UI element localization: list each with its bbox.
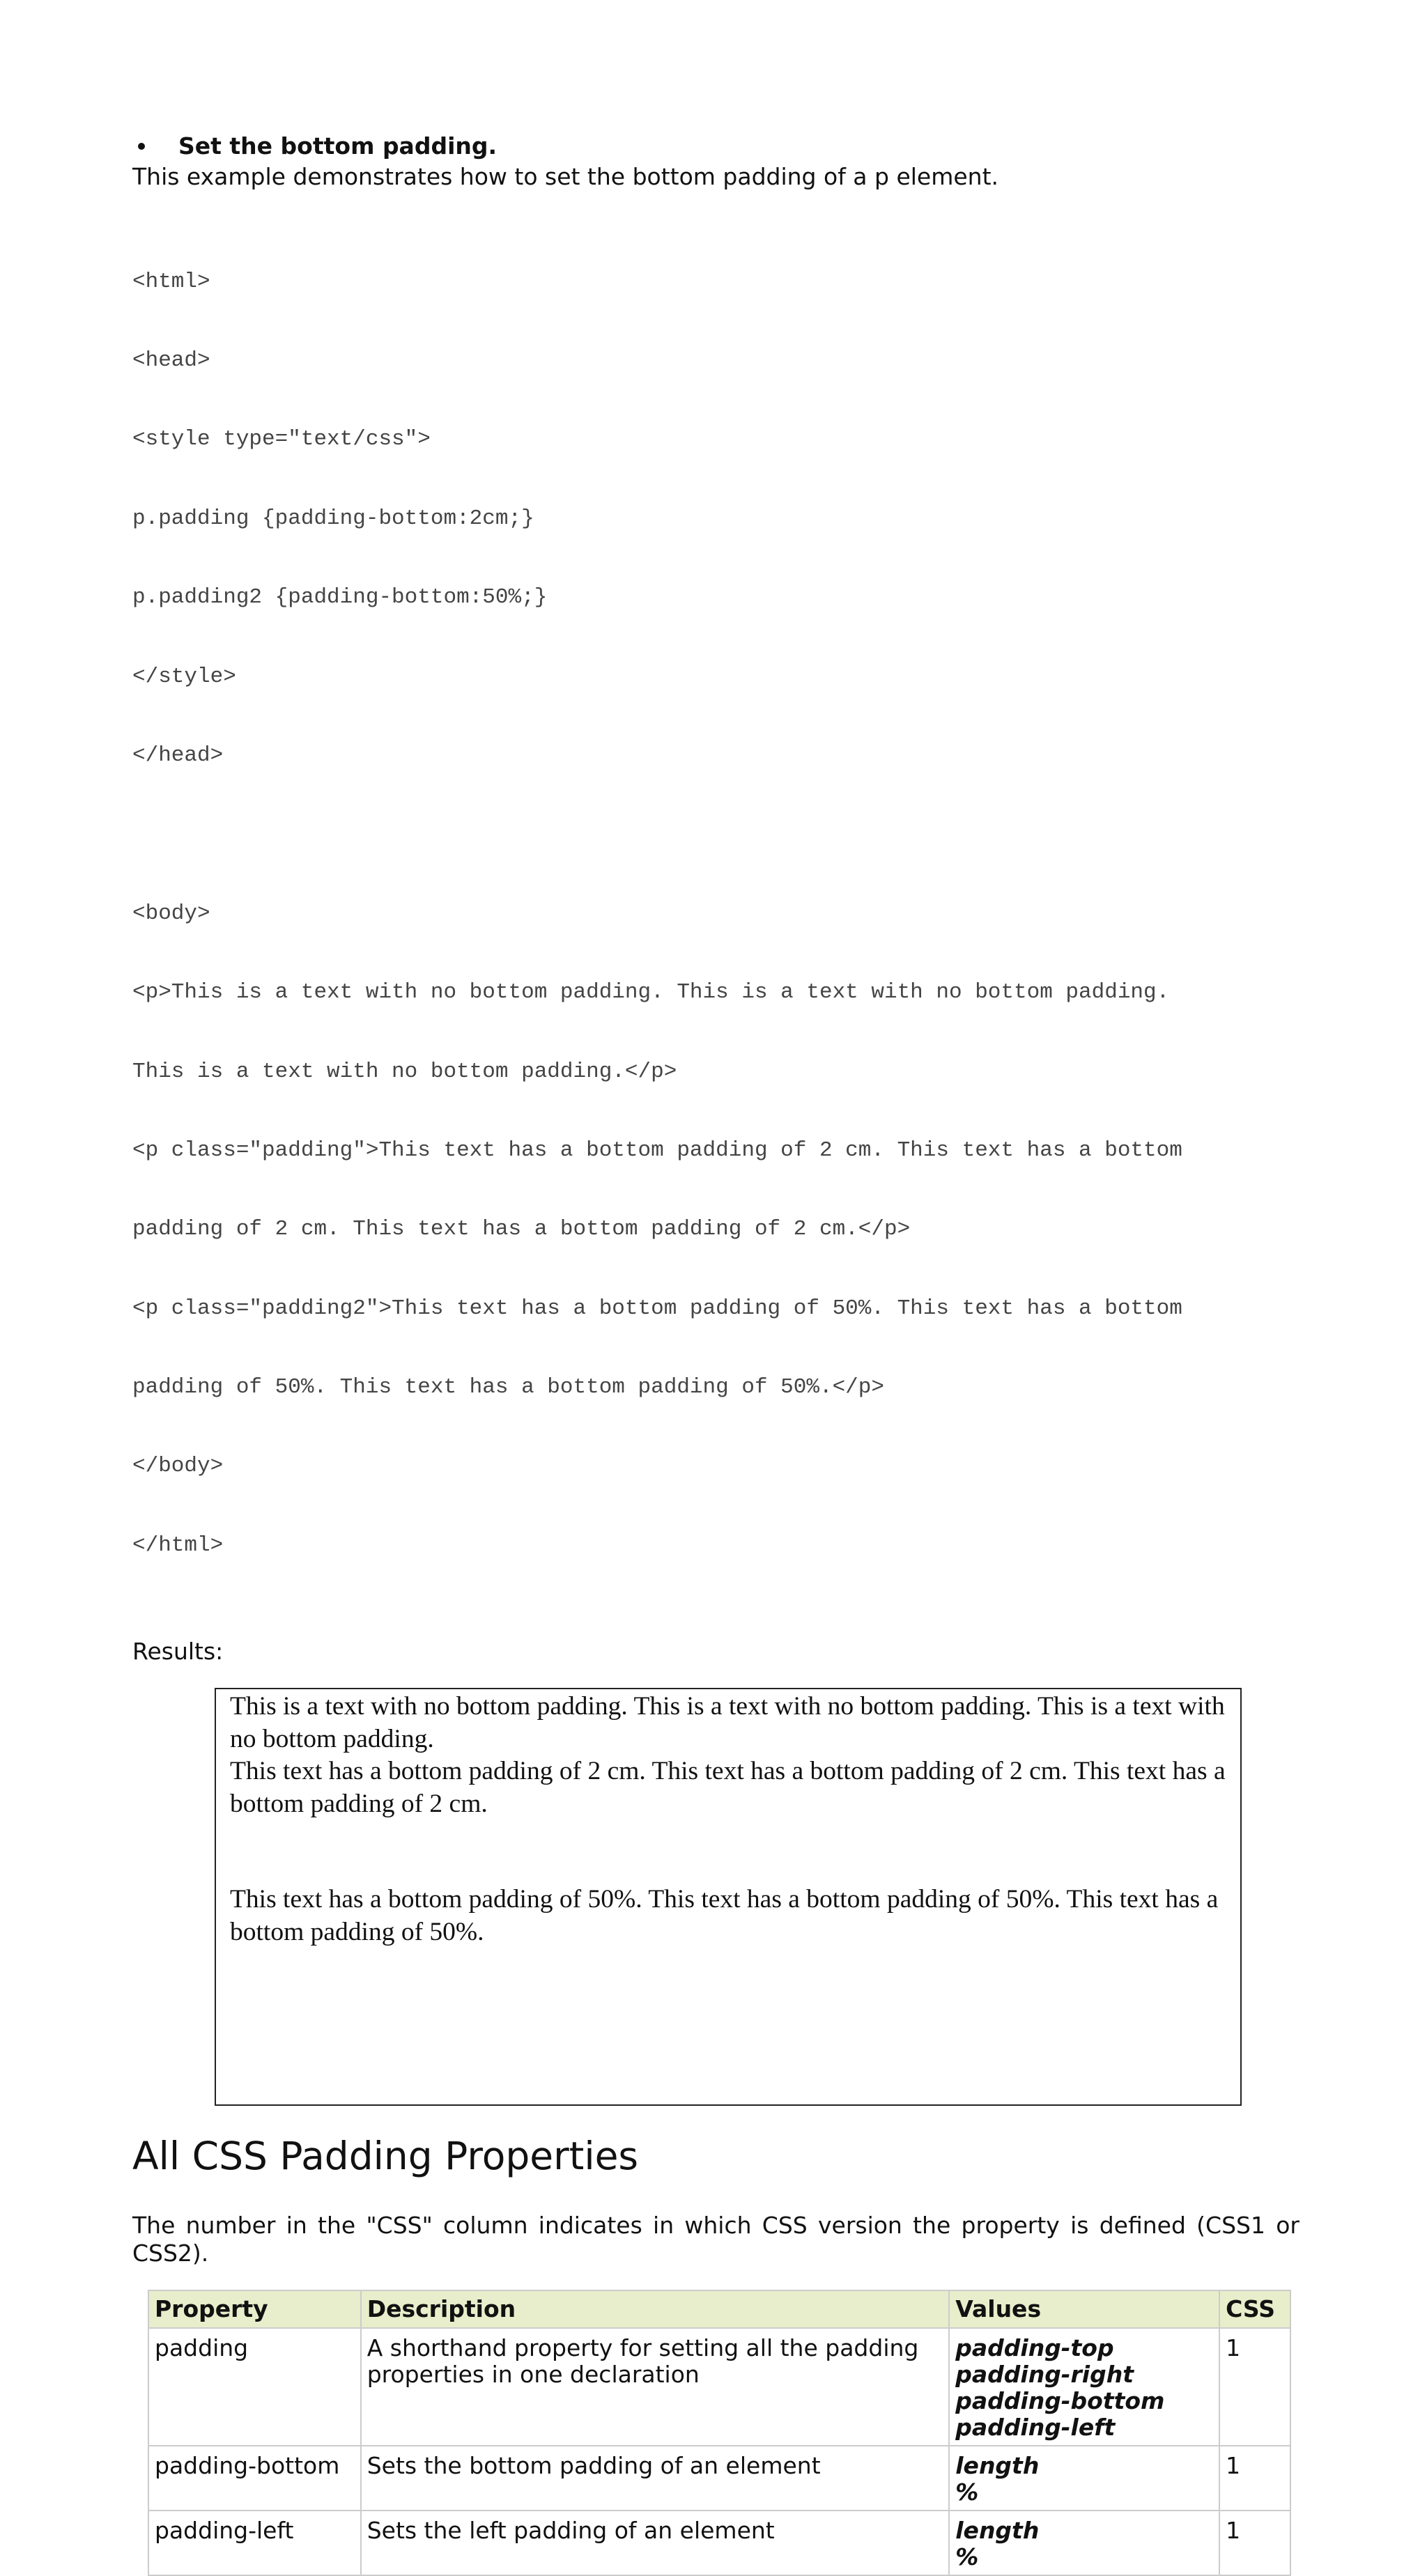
cell-property: padding-left [148,2511,361,2575]
value-item: padding-left [955,2414,1116,2442]
cell-values [949,2446,1219,2511]
table-header-row [148,2290,1290,2328]
code-line: </style> [132,664,236,689]
cell-description: Sets the left padding of an element [361,2511,950,2575]
code-line: padding of 50%. This text has a bottom padding of 50%.</p> [132,1375,884,1400]
cell-values [949,2328,1219,2446]
document-page [132,132,1299,2576]
code-line: This is a text with no bottom padding.</p> [132,1059,677,1084]
result-paragraph-padding-50pct: This text has a bottom padding of 50%. This text has a bottom padding of 50%. This text has a bottom padding of 50%. [230,1885,1219,1946]
section-description: The number in the "CSS" column indicates in which CSS version the property is defined (CSS1 or CSS2). [132,2212,1299,2267]
value-item: padding-right [955,2361,1134,2389]
header-values: Values [949,2290,1219,2328]
bullet-icon [138,143,145,150]
header-description: Description [361,2290,950,2328]
value-item: length [955,2517,1040,2545]
code-line: p.padding {padding-bottom:2cm;} [132,506,534,531]
cell-description: Sets the bottom padding of an element [361,2446,950,2511]
section-heading: All CSS Padding Properties [132,2134,639,2179]
code-line: <p class="padding2">This text has a bottom padding of 50%. This text has a bottom [132,1296,1182,1321]
code-line-blank [132,821,1293,848]
value-item: % [955,2543,979,2571]
header-css: CSS [1219,2290,1290,2328]
code-line: </html> [132,1533,224,1558]
code-line: <body> [132,901,210,926]
value-item: padding-top [955,2334,1114,2362]
code-line: <head> [132,348,210,373]
header-property: Property [148,2290,361,2328]
cell-property: padding-bottom [148,2446,361,2511]
cell-css: 1 [1219,2446,1290,2511]
cell-css: 1 [1219,2511,1290,2575]
code-line: p.padding2 {padding-bottom:50%;} [132,585,548,610]
table-row [148,2511,1290,2575]
example-title: Set the bottom padding. [178,132,497,160]
code-line: <style type="text/css"> [132,427,431,452]
code-line: <p>This is a text with no bottom padding. This is a text with no bottom padding. [132,980,1170,1005]
code-block [132,216,1293,1611]
padding-properties-table [148,2290,1291,2576]
results-label: Results: [132,1638,224,1666]
results-preview-box [215,1688,1242,2106]
table-row [148,2446,1290,2511]
example-bullet [132,132,1293,160]
code-line: </body> [132,1454,224,1479]
cell-description: A shorthand property for setting all the padding properties in one declaration [361,2328,950,2446]
value-item: % [955,2478,979,2506]
code-line: <html> [132,269,210,294]
code-line: padding of 2 cm. This text has a bottom padding of 2 cm.</p> [132,1217,911,1242]
code-line: </head> [132,743,224,768]
table-row [148,2328,1290,2446]
example-intro: This example demonstrates how to set the bottom padding of a p element. [132,163,999,190]
value-item: length [955,2452,1040,2480]
value-item: padding-bottom [955,2387,1165,2415]
cell-values [949,2511,1219,2575]
cell-css: 1 [1219,2328,1290,2446]
result-paragraph-no-padding: This is a text with no bottom padding. This is a text with no bottom padding. This is a text with no bottom padding. [230,1692,1225,1753]
result-paragraph-padding-2cm: This text has a bottom padding of 2 cm. This text has a bottom padding of 2 cm. This text has a bottom padding of 2 cm. [230,1757,1226,1818]
code-line: <p class="padding">This text has a bottom padding of 2 cm. This text has a bottom [132,1138,1182,1163]
cell-property: padding [148,2328,361,2446]
